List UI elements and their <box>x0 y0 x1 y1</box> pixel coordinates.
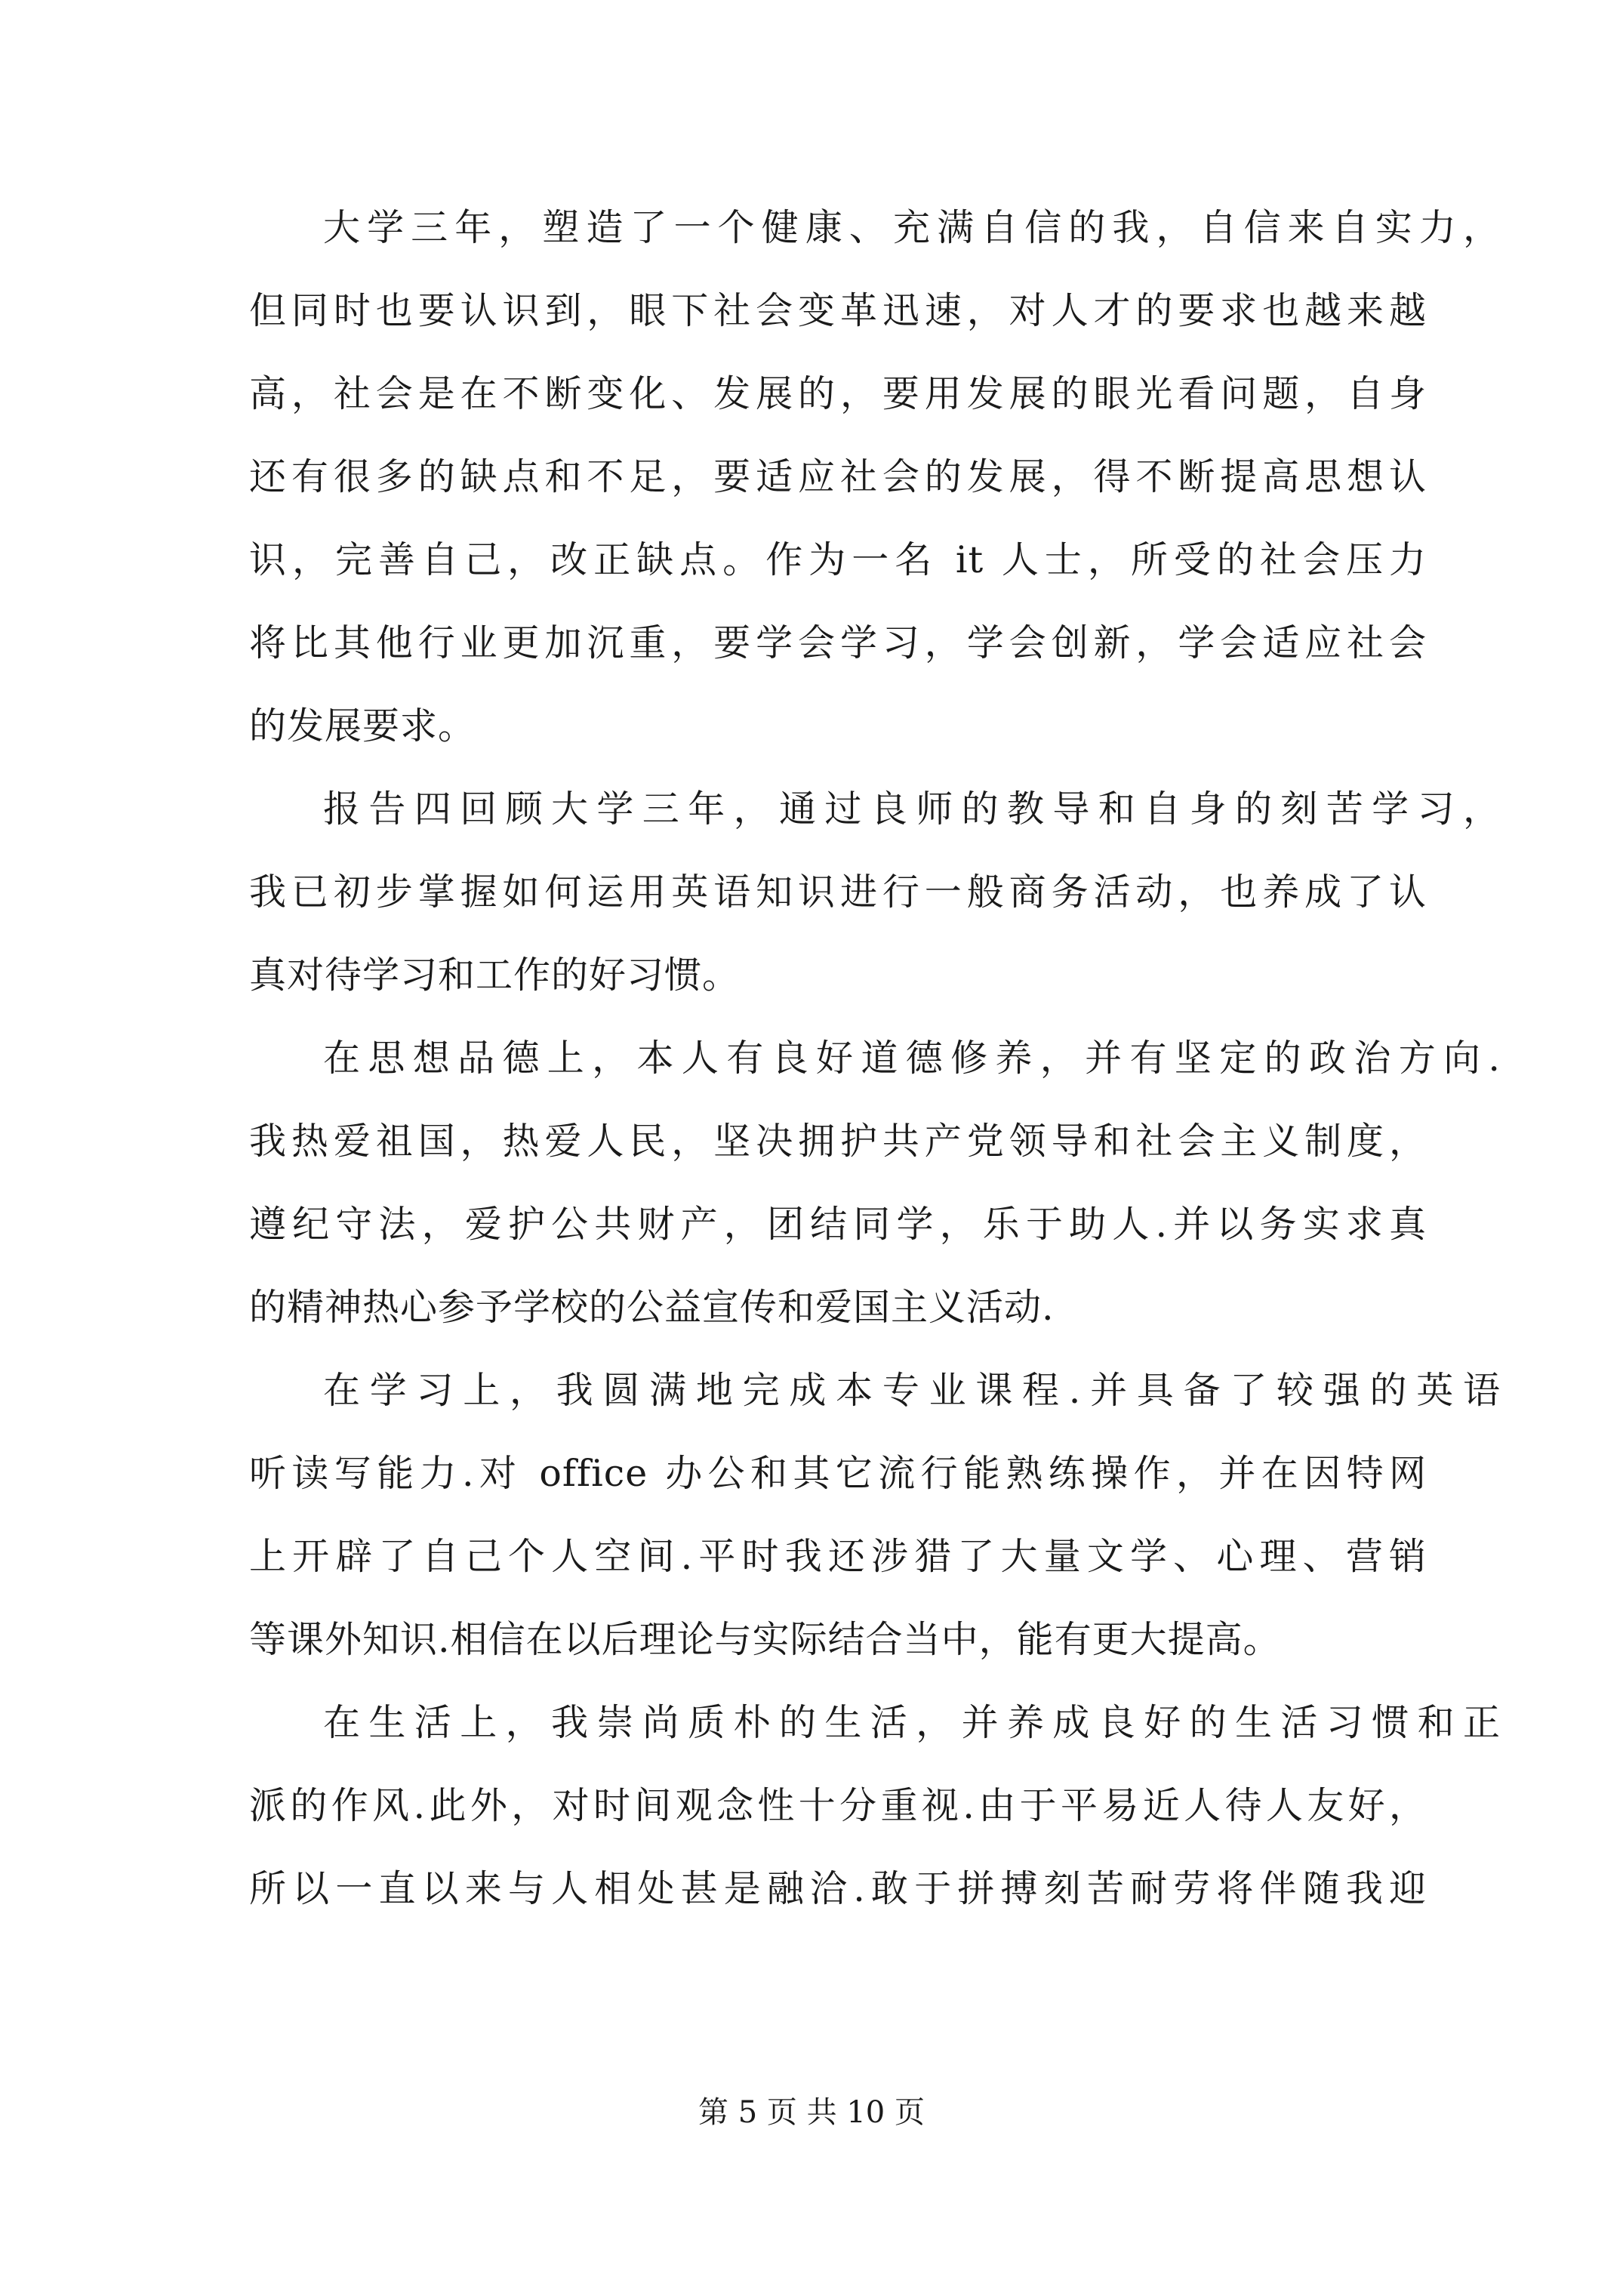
paragraph-1-line-7: 的发展要求。 <box>249 704 476 747</box>
paragraph-1-line-4: 还有很多的缺点和不足，要适应社会的发展，得不断提高思想认 <box>249 455 1427 498</box>
paragraph-4-line-2: 听读写能力.对 office 办公和其它流行能熟练操作，并在因特网 <box>249 1452 1427 1495</box>
paragraph-1-line-5: 识，完善自己，改正缺点。作为一名 it 人士，所受的社会压力 <box>249 538 1427 581</box>
page-number-footer: 第 5 页 共 10 页 <box>698 2095 925 2130</box>
paragraph-2-line-1: 报告四回顾大学三年，通过良师的教导和自身的刻苦学习， <box>323 787 1501 831</box>
paragraph-5-line-3: 所以一直以来与人相处甚是融洽.敢于拼搏刻苦耐劳将伴随我迎 <box>249 1867 1427 1910</box>
paragraph-3-line-4: 的精神热心参予学校的公益宣传和爱国主义活动. <box>249 1286 1055 1329</box>
paragraph-1-line-1: 大学三年，塑造了一个健康、充满自信的我，自信来自实力， <box>323 206 1501 249</box>
paragraph-1-line-2: 但同时也要认识到，眼下社会变革迅速，对人才的要求也越来越 <box>249 289 1427 332</box>
paragraph-4-line-3: 上开辟了自己个人空间.平时我还涉猎了大量文学、心理、营销 <box>249 1535 1427 1578</box>
paragraph-1-line-6: 将比其他行业更加沉重，要学会学习，学会创新，学会适应社会 <box>249 621 1427 664</box>
paragraph-2-line-2: 我已初步掌握如何运用英语知识进行一般商务活动，也养成了认 <box>249 871 1427 914</box>
paragraph-5-line-2: 派的作风.此外，对时间观念性十分重视.由于平易近人待人友好， <box>249 1784 1427 1827</box>
paragraph-5-line-1: 在生活上，我崇尚质朴的生活，并养成良好的生活习惯和正 <box>323 1701 1501 1744</box>
paragraph-4-line-4: 等课外知识.相信在以后理论与实际结合当中，能有更大提高。 <box>249 1618 1281 1661</box>
paragraph-3-line-3: 遵纪守法，爱护公共财产，团结同学，乐于助人.并以务实求真 <box>249 1203 1427 1246</box>
paragraph-3-line-2: 我热爱祖国，热爱人民，坚决拥护共产党领导和社会主义制度， <box>249 1120 1427 1163</box>
paragraph-3-line-1: 在思想品德上，本人有良好道德修养，并有坚定的政治方向. <box>323 1037 1501 1080</box>
paragraph-4-line-1: 在学习上，我圆满地完成本专业课程.并具备了较强的英语 <box>323 1369 1501 1412</box>
paragraph-2-line-3: 真对待学习和工作的好习惯。 <box>249 954 741 997</box>
paragraph-1-line-3: 高，社会是在不断变化、发展的，要用发展的眼光看问题，自身 <box>249 372 1427 415</box>
